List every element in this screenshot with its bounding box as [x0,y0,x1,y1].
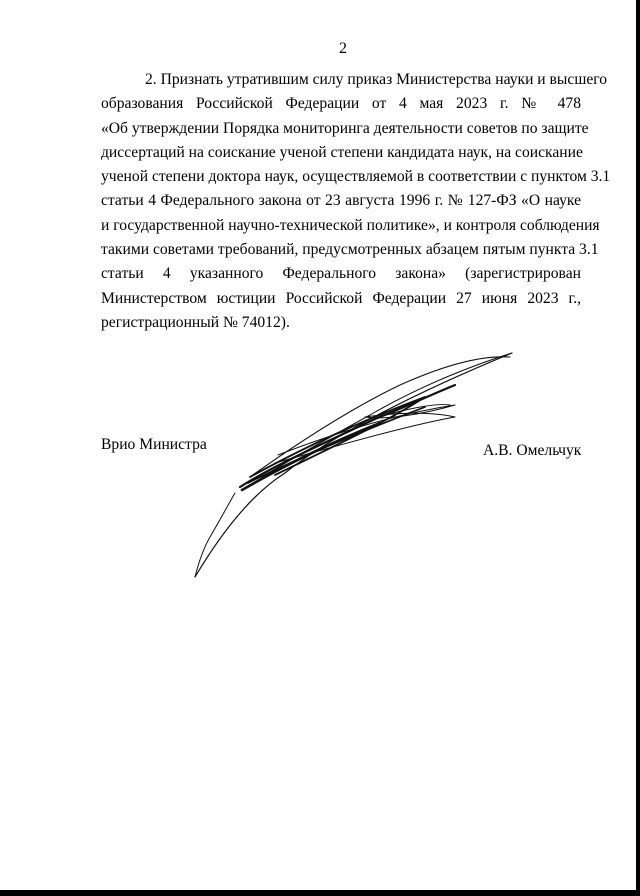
paragraph-line: «Об утверждении Порядка мониторинга деятельности советов по защите [101,119,589,137]
scan-edge-bottom [0,890,640,896]
scan-edge-right [636,0,640,896]
paragraph-line: ученой степени доктора наук, осуществляемой в соответствии с пунктом 3.1 [101,168,611,186]
signatory-name: А.В. Омельчук [483,442,582,459]
paragraph-line: такими советами требований, предусмотренных абзацем пятым пункта 3.1 [101,241,599,259]
paragraph-line: 2. Признать утратившим силу приказ Министерства науки и высшего [145,71,608,88]
paragraph-line: статьи 4 указанного Федерального закона» (зарегистрирован [101,265,581,283]
paragraph-line: образования Российской Федерации от 4 мая 2023 г. № 478 [101,95,581,113]
page-number: 2 [339,40,347,57]
paragraph-line: диссертаций на соискание ученой степени кандидата наук, на соискание [101,143,583,161]
paragraph-item-2 [101,68,611,335]
paragraph-line: Министерством юстиции Российской Федерации 27 июня 2023 г., [101,289,581,307]
paragraph-line: регистрационный № 74012). [101,313,290,331]
paragraph-line: статьи 4 Федерального закона от 23 августа 1996 г. № 127-ФЗ «О науке [101,192,581,210]
paragraph-line: и государственной научно-технической политике», и контроля соблюдения [101,216,600,234]
handwritten-signature [180,345,520,585]
signatory-title: Врио Министра [101,436,207,453]
